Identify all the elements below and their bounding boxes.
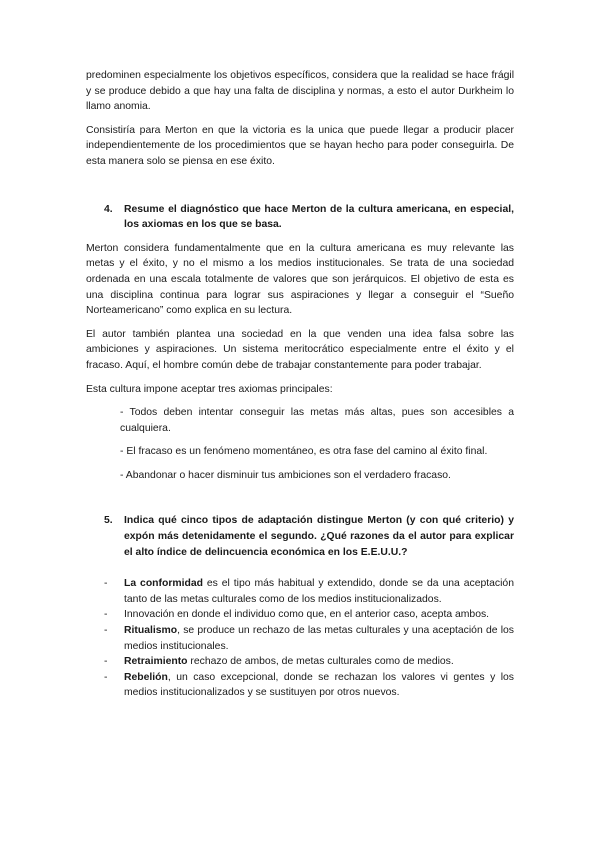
question-4-title: Resume el diagnóstico que hace Merton de la cultura americana, en especial, los axiomas en los que se basa. bbox=[124, 203, 514, 231]
adaptation-item-rebelion bbox=[86, 670, 514, 701]
axiom-2: - El fracaso es un fenómeno momentáneo, es otra fase del camino al éxito final. bbox=[120, 446, 488, 458]
bullet-dash: - bbox=[104, 625, 108, 637]
bullet-term: Retraimiento bbox=[124, 656, 188, 668]
question-5-heading bbox=[86, 513, 514, 560]
bullet-term: Ritualismo bbox=[124, 625, 178, 637]
bullet-dash: - bbox=[104, 609, 108, 621]
q4-paragraph-1: Merton considera fundamentalmente que en la cultura americana es muy relevante las metas y el éxito, y no el mismo a los medios institucionales. Se trata de una sociedad ordenada en una escala totalmente de valores que son jerárquicos. El objetivo de esta es una disciplina continua para lograr sus aspiraciones y llegar a conseguir el “Sueño Norteamericano” como explica en su lectura. bbox=[86, 242, 514, 317]
bullet-text: Innovación en donde el individuo como que, en el anterior caso, acepta ambos. bbox=[124, 609, 490, 621]
bullet-text: , un caso excepcional, donde se rechazan los valores vi gentes y los medios institucionalizados y se sustituyen por otros nuevos. bbox=[124, 671, 514, 699]
intro-paragraph-1: predominen especialmente los objetivos específicos, considera que la realidad se hace frágil y se produce debido a que hay una falta de disciplina y normas, a esto el autor Durkheim lo llamo anomia. bbox=[86, 70, 514, 113]
axiom-3: - Abandonar o hacer disminuir tus ambiciones son el verdadero fracaso. bbox=[120, 469, 451, 481]
bullet-dash: - bbox=[104, 656, 108, 668]
adaptation-item-innovacion bbox=[86, 607, 514, 623]
adaptation-item-ritualismo bbox=[86, 623, 514, 654]
bullet-text: rechazo de ambos, de metas culturales como de medios. bbox=[187, 656, 454, 668]
bullet-term: Rebelión bbox=[124, 671, 168, 683]
bullet-text: es el tipo más habitual y extendido, donde se da una aceptación tanto de las metas culturales como de los medios institucionalizados. bbox=[124, 578, 514, 605]
bullet-text: , se produce un rechazo de las metas culturales y una aceptación de los medios institucionales. bbox=[124, 625, 514, 652]
question-5-number: 5. bbox=[104, 515, 113, 527]
q4-paragraph-3: Esta cultura impone aceptar tres axiomas principales: bbox=[86, 383, 333, 395]
q4-paragraph-2: El autor también plantea una sociedad en la que venden una idea falsa sobre las ambiciones y aspiraciones. Un sistema meritocrático especialmente entre el éxito y el fracaso. Aquí, el hombre común debe de trabajar constantemente para poder trabajar. bbox=[86, 328, 514, 371]
intro-paragraph-2: Consistiría para Merton en que la victoria es la unica que puede llegar a producir placer independientemente de los procedimientos que se hayan hecho para poder conseguirla. De esta manera solo se piensa en ese éxito. bbox=[86, 124, 514, 167]
adaptation-item-retraimiento bbox=[86, 654, 514, 670]
bullet-dash: - bbox=[104, 578, 108, 590]
question-5-title: Indica qué cinco tipos de adaptación distingue Merton (y con qué criterio) y expón más detenidamente el segundo. ¿Qué razones da el autor para explicar el alto índice de delincuencia económica en los E.E.U.U.? bbox=[124, 515, 514, 558]
bullet-dash: - bbox=[104, 671, 108, 683]
question-4-heading bbox=[86, 202, 514, 233]
adaptation-item-conformidad bbox=[86, 576, 514, 607]
question-4-number: 4. bbox=[104, 203, 113, 215]
bullet-term: La conformidad bbox=[124, 578, 203, 590]
axiom-1: - Todos deben intentar conseguir las metas más altas, pues son accesibles a cualquiera. bbox=[120, 407, 514, 434]
